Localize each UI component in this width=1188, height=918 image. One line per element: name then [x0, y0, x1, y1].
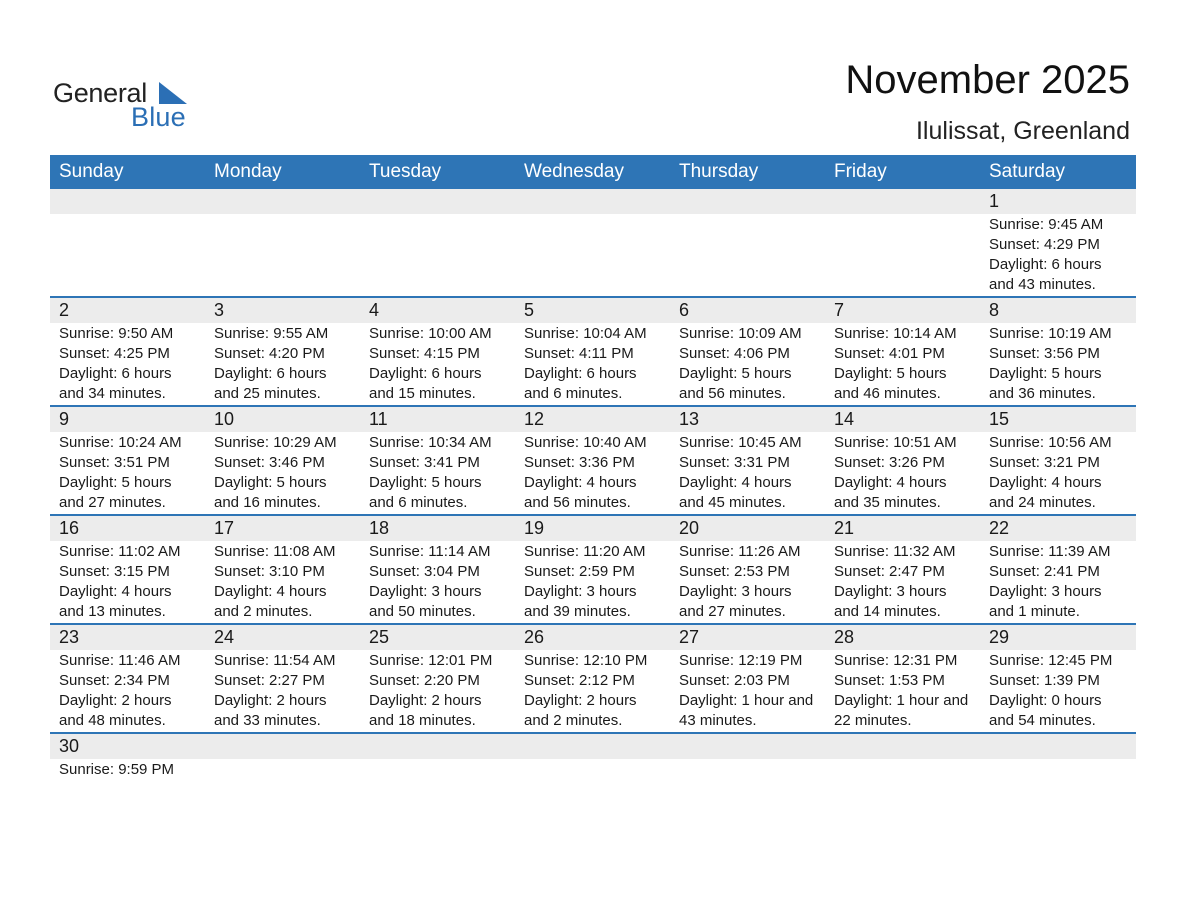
day-cell: [360, 650, 515, 732]
daylight-text: and 43 minutes.: [989, 276, 1096, 293]
sunrise-text: Sunrise: 10:14 AM: [834, 325, 957, 342]
sunrise-text: Sunrise: 9:50 AM: [59, 325, 174, 342]
daylight-text: Daylight: 3 hours: [834, 583, 947, 600]
daylight-text: Daylight: 2 hours: [524, 692, 637, 709]
daylight-text: and 36 minutes.: [989, 385, 1096, 402]
daylight-text: and 24 minutes.: [989, 494, 1096, 511]
day-number: 9: [59, 409, 70, 429]
day-number: 24: [214, 627, 235, 647]
calendar-week: [50, 734, 1136, 783]
sunset-text: Sunset: 1:53 PM: [834, 672, 945, 689]
day-number: 19: [524, 518, 545, 538]
daylight-text: and 1 minute.: [989, 603, 1080, 620]
daylight-text: Daylight: 5 hours: [214, 474, 327, 491]
sunset-text: Sunset: 3:10 PM: [214, 563, 325, 580]
daylight-text: and 15 minutes.: [369, 385, 476, 402]
empty-day-number: [50, 189, 205, 214]
daylight-text: and 35 minutes.: [834, 494, 941, 511]
daylight-text: Daylight: 4 hours: [59, 583, 172, 600]
empty-day-number: [360, 734, 515, 759]
empty-day-cell: [980, 759, 1135, 783]
day-cell: [670, 650, 825, 732]
daylight-text: and 56 minutes.: [679, 385, 786, 402]
day-number: 25: [369, 627, 390, 647]
day-cell: [50, 650, 205, 732]
day-cell: [50, 323, 205, 405]
daylight-text: and 39 minutes.: [524, 603, 631, 620]
day-number: 17: [214, 518, 235, 538]
day-number: 22: [989, 518, 1010, 538]
daylight-text: Daylight: 2 hours: [214, 692, 327, 709]
daylight-text: and 27 minutes.: [679, 603, 786, 620]
day-number: 20: [679, 518, 700, 538]
day-cell: [670, 323, 825, 405]
location-subtitle: Ilulissat, Greenland: [915, 117, 1130, 145]
empty-day-cell: [515, 214, 670, 296]
day-number-row: [50, 516, 1136, 541]
weekday-wednesday: Wednesday: [524, 161, 624, 182]
empty-day-number: [205, 734, 360, 759]
page-title: November 2025: [845, 58, 1130, 102]
day-cell: [50, 759, 205, 783]
daylight-text: Daylight: 4 hours: [524, 474, 637, 491]
empty-day-cell: [670, 214, 825, 296]
day-cell: [980, 214, 1135, 296]
sunrise-text: Sunrise: 11:14 AM: [369, 543, 491, 560]
daylight-text: Daylight: 4 hours: [989, 474, 1102, 491]
sunrise-text: Sunrise: 11:46 AM: [59, 652, 181, 669]
daylight-text: Daylight: 5 hours: [834, 365, 947, 382]
daylight-text: Daylight: 6 hours: [214, 365, 327, 382]
daylight-text: Daylight: 5 hours: [679, 365, 792, 382]
empty-day-cell: [515, 759, 670, 783]
sunset-text: Sunset: 3:46 PM: [214, 454, 325, 471]
sunset-text: Sunset: 4:06 PM: [679, 345, 790, 362]
weekday-thursday: Thursday: [679, 161, 759, 182]
day-number-row: [50, 298, 1136, 323]
empty-day-number: [825, 734, 980, 759]
day-number: 8: [989, 300, 1000, 320]
calendar-week: [50, 298, 1136, 407]
daylight-text: and 33 minutes.: [214, 712, 321, 729]
day-cell: [980, 323, 1135, 405]
daylight-text: Daylight: 5 hours: [59, 474, 172, 491]
daylight-text: and 56 minutes.: [524, 494, 631, 511]
calendar-week: [50, 407, 1136, 516]
day-number: 27: [679, 627, 700, 647]
empty-day-cell: [360, 214, 515, 296]
day-cell: [980, 541, 1135, 623]
day-number: 7: [834, 300, 845, 320]
daylight-text: Daylight: 4 hours: [214, 583, 327, 600]
sunrise-text: Sunrise: 11:54 AM: [214, 652, 336, 669]
day-number: 14: [834, 409, 855, 429]
day-cell: [825, 541, 980, 623]
empty-day-number: [360, 189, 515, 214]
daylight-text: Daylight: 3 hours: [679, 583, 792, 600]
sunrise-text: Sunrise: 11:20 AM: [524, 543, 646, 560]
day-cell: [515, 432, 670, 514]
day-cell: [50, 432, 205, 514]
empty-day-cell: [360, 759, 515, 783]
empty-day-cell: [825, 759, 980, 783]
day-cell: [360, 541, 515, 623]
daylight-text: Daylight: 1 hour and: [834, 692, 969, 709]
daylight-text: and 2 minutes.: [524, 712, 623, 729]
day-number: 3: [214, 300, 225, 320]
daylight-text: Daylight: 3 hours: [989, 583, 1102, 600]
weekday-header: [50, 155, 1136, 189]
sunrise-text: Sunrise: 11:08 AM: [214, 543, 336, 560]
day-number-row: [50, 407, 1136, 432]
day-cell: [670, 432, 825, 514]
day-number: 6: [679, 300, 690, 320]
calendar-week: [50, 189, 1136, 298]
daylight-text: and 16 minutes.: [214, 494, 321, 511]
empty-day-number: [670, 189, 825, 214]
sunrise-text: Sunrise: 11:26 AM: [679, 543, 801, 560]
logo-blue-text: Blue: [131, 102, 186, 132]
day-cell: [825, 432, 980, 514]
day-number: 2: [59, 300, 70, 320]
daylight-text: and 54 minutes.: [989, 712, 1096, 729]
sunset-text: Sunset: 2:03 PM: [679, 672, 790, 689]
daylight-text: and 13 minutes.: [59, 603, 166, 620]
day-cell: [50, 541, 205, 623]
sunrise-text: Sunrise: 12:45 PM: [989, 652, 1113, 669]
daylight-text: Daylight: 2 hours: [369, 692, 482, 709]
sunrise-text: Sunrise: 10:40 AM: [524, 434, 647, 451]
sunset-text: Sunset: 2:27 PM: [214, 672, 325, 689]
daylight-text: Daylight: 3 hours: [524, 583, 637, 600]
empty-day-number: [825, 189, 980, 214]
sunrise-text: Sunrise: 11:32 AM: [834, 543, 956, 560]
sunrise-text: Sunrise: 10:51 AM: [834, 434, 957, 451]
daylight-text: and 6 minutes.: [369, 494, 468, 511]
logo: [53, 78, 203, 134]
sunrise-text: Sunrise: 10:34 AM: [369, 434, 492, 451]
sunrise-text: Sunrise: 9:45 AM: [989, 216, 1104, 233]
sunrise-text: Sunrise: 10:29 AM: [214, 434, 337, 451]
empty-day-number: [515, 734, 670, 759]
daylight-text: and 18 minutes.: [369, 712, 476, 729]
daylight-text: Daylight: 5 hours: [369, 474, 482, 491]
daylight-text: and 34 minutes.: [59, 385, 166, 402]
sunset-text: Sunset: 3:31 PM: [679, 454, 790, 471]
day-cell: [980, 432, 1135, 514]
sunrise-text: Sunrise: 12:31 PM: [834, 652, 958, 669]
daylight-text: and 25 minutes.: [214, 385, 321, 402]
daylight-text: Daylight: 6 hours: [989, 256, 1102, 273]
sunrise-text: Sunrise: 10:24 AM: [59, 434, 182, 451]
daylight-text: Daylight: 1 hour and: [679, 692, 814, 709]
day-cell: [205, 323, 360, 405]
empty-day-cell: [825, 214, 980, 296]
empty-day-cell: [670, 759, 825, 783]
calendar-weeks: [50, 189, 1136, 783]
sunset-text: Sunset: 3:21 PM: [989, 454, 1100, 471]
day-cell: [515, 650, 670, 732]
day-number-row: [50, 625, 1136, 650]
sunrise-text: Sunrise: 10:04 AM: [524, 325, 647, 342]
day-number: 15: [989, 409, 1010, 429]
empty-day-number: [980, 734, 1135, 759]
day-number: 12: [524, 409, 545, 429]
sunset-text: Sunset: 3:04 PM: [369, 563, 480, 580]
daylight-text: Daylight: 4 hours: [679, 474, 792, 491]
sunset-text: Sunset: 3:26 PM: [834, 454, 945, 471]
sunset-text: Sunset: 4:25 PM: [59, 345, 170, 362]
sunset-text: Sunset: 3:51 PM: [59, 454, 170, 471]
daylight-text: Daylight: 2 hours: [59, 692, 172, 709]
day-cell: [360, 323, 515, 405]
daylight-text: and 27 minutes.: [59, 494, 166, 511]
sunrise-text: Sunrise: 9:59 PM: [59, 761, 175, 778]
sunset-text: Sunset: 3:15 PM: [59, 563, 170, 580]
day-number: 18: [369, 518, 390, 538]
day-info-row: [50, 214, 1136, 296]
sunset-text: Sunset: 4:20 PM: [214, 345, 325, 362]
day-cell: [825, 650, 980, 732]
day-info-row: [50, 759, 1136, 783]
day-number: 26: [524, 627, 545, 647]
sunrise-text: Sunrise: 11:39 AM: [989, 543, 1111, 560]
calendar-week: [50, 625, 1136, 734]
sunrise-text: Sunrise: 10:00 AM: [369, 325, 492, 342]
day-info-row: [50, 541, 1136, 623]
day-number: 1: [989, 191, 1000, 211]
empty-day-cell: [205, 759, 360, 783]
sunrise-text: Sunrise: 11:02 AM: [59, 543, 181, 560]
daylight-text: Daylight: 4 hours: [834, 474, 947, 491]
sunset-text: Sunset: 2:34 PM: [59, 672, 170, 689]
sunset-text: Sunset: 4:15 PM: [369, 345, 480, 362]
daylight-text: Daylight: 3 hours: [369, 583, 482, 600]
sunset-text: Sunset: 2:47 PM: [834, 563, 945, 580]
daylight-text: Daylight: 6 hours: [369, 365, 482, 382]
daylight-text: Daylight: 6 hours: [524, 365, 637, 382]
weekday-saturday: Saturday: [989, 161, 1066, 182]
sunrise-text: Sunrise: 9:55 AM: [214, 325, 329, 342]
daylight-text: and 46 minutes.: [834, 385, 941, 402]
sunset-text: Sunset: 2:12 PM: [524, 672, 635, 689]
day-number-row: [50, 734, 1136, 759]
sunset-text: Sunset: 1:39 PM: [989, 672, 1100, 689]
day-number: 16: [59, 518, 80, 538]
day-cell: [515, 323, 670, 405]
daylight-text: and 2 minutes.: [214, 603, 313, 620]
sunrise-text: Sunrise: 10:09 AM: [679, 325, 802, 342]
daylight-text: and 6 minutes.: [524, 385, 623, 402]
daylight-text: Daylight: 5 hours: [989, 365, 1102, 382]
day-cell: [515, 541, 670, 623]
empty-day-cell: [50, 214, 205, 296]
sunset-text: Sunset: 2:41 PM: [989, 563, 1100, 580]
daylight-text: Daylight: 6 hours: [59, 365, 172, 382]
logo-general-text: General: [53, 78, 147, 108]
calendar-week: [50, 516, 1136, 625]
empty-day-number: [205, 189, 360, 214]
sunset-text: Sunset: 4:29 PM: [989, 236, 1100, 253]
day-cell: [825, 323, 980, 405]
day-number: 30: [59, 736, 80, 756]
daylight-text: and 50 minutes.: [369, 603, 476, 620]
logo-triangle-icon: [157, 82, 187, 104]
day-number: 4: [369, 300, 380, 320]
sunset-text: Sunset: 4:01 PM: [834, 345, 945, 362]
daylight-text: and 48 minutes.: [59, 712, 166, 729]
sunset-text: Sunset: 2:53 PM: [679, 563, 790, 580]
day-info-row: [50, 323, 1136, 405]
day-cell: [980, 650, 1135, 732]
day-cell: [205, 432, 360, 514]
sunrise-text: Sunrise: 10:56 AM: [989, 434, 1112, 451]
empty-day-cell: [205, 214, 360, 296]
weekday-friday: Friday: [834, 161, 887, 182]
sunrise-text: Sunrise: 10:19 AM: [989, 325, 1112, 342]
day-number: 21: [834, 518, 855, 538]
sunset-text: Sunset: 3:41 PM: [369, 454, 480, 471]
day-number: 28: [834, 627, 855, 647]
empty-day-number: [515, 189, 670, 214]
day-number: 13: [679, 409, 700, 429]
sunset-text: Sunset: 3:36 PM: [524, 454, 635, 471]
day-number: 29: [989, 627, 1010, 647]
sunset-text: Sunset: 2:59 PM: [524, 563, 635, 580]
day-cell: [670, 541, 825, 623]
day-number: 23: [59, 627, 80, 647]
day-cell: [205, 650, 360, 732]
empty-day-number: [670, 734, 825, 759]
day-cell: [360, 432, 515, 514]
daylight-text: 43 minutes.: [679, 712, 757, 729]
weekday-monday: Monday: [214, 161, 282, 182]
sunset-text: Sunset: 2:20 PM: [369, 672, 480, 689]
sunrise-text: Sunrise: 12:10 PM: [524, 652, 648, 669]
day-info-row: [50, 432, 1136, 514]
daylight-text: and 14 minutes.: [834, 603, 941, 620]
day-number: 10: [214, 409, 235, 429]
sunset-text: Sunset: 3:56 PM: [989, 345, 1100, 362]
day-number: 11: [369, 409, 388, 429]
weekday-tuesday: Tuesday: [369, 161, 442, 182]
sunrise-text: Sunrise: 12:19 PM: [679, 652, 803, 669]
weekday-sunday: Sunday: [59, 161, 124, 182]
daylight-text: Daylight: 0 hours: [989, 692, 1102, 709]
day-cell: [205, 541, 360, 623]
day-number-row: [50, 189, 1136, 214]
sunrise-text: Sunrise: 12:01 PM: [369, 652, 493, 669]
sunset-text: Sunset: 4:11 PM: [524, 345, 634, 362]
sunrise-text: Sunrise: 10:45 AM: [679, 434, 802, 451]
day-number: 5: [524, 300, 535, 320]
calendar: [50, 155, 1136, 783]
daylight-text: 22 minutes.: [834, 712, 912, 729]
day-info-row: [50, 650, 1136, 732]
daylight-text: and 45 minutes.: [679, 494, 786, 511]
